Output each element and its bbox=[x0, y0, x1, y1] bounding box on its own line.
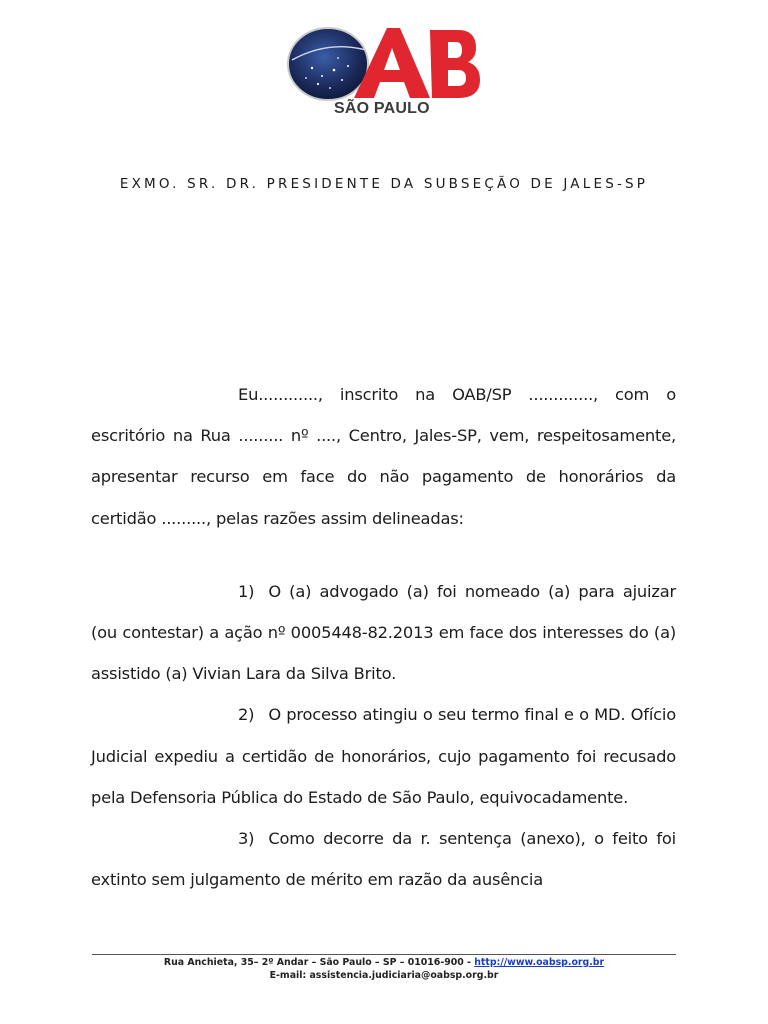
list-item bbox=[91, 694, 676, 818]
footer bbox=[0, 957, 768, 982]
document-body bbox=[91, 374, 676, 900]
footer-divider bbox=[92, 954, 676, 955]
logo-subtitle: SÃO PAULO bbox=[334, 100, 430, 117]
item-text: O (a) advogado (a) foi nomeado (a) para ajuizar (ou contestar) a ação nº 0005448-82.2013 em face dos interesses do (a) assistido (a) Vivian Lara da Silva Brito. bbox=[91, 581, 676, 684]
intro-paragraph: Eu............, inscrito na OAB/SP ............., com o escritório na Rua ......... nº ...., Centro, Jales-SP, vem, respeitosamente, apresentar recurso em face do não pagamento de honorários da certidão ........., pelas razões assim delineadas: bbox=[91, 385, 676, 528]
footer-email: E-mail: assistencia.judiciaria@oabsp.org.br bbox=[269, 969, 499, 981]
list-item bbox=[91, 571, 676, 695]
footer-address-line bbox=[0, 957, 768, 970]
item-text: O processo atingiu o seu termo final e o MD. Ofício Judicial expediu a certidão de honorários, cujo pagamento foi recusado pela Defensoria Pública do Estado de São Paulo, equivocadamente. bbox=[91, 705, 676, 807]
website-link[interactable]: http://www.oabsp.org.br bbox=[474, 957, 605, 968]
item-number: 1) bbox=[238, 581, 255, 601]
item-text: Como decorre da r. sentença (anexo), o feito foi extinto sem julgamento de mérito em razão da ausência bbox=[91, 829, 676, 890]
footer-address: Rua Anchieta, 35– 2º Andar – São Paulo – SP – 01016-900 - bbox=[163, 957, 475, 968]
item-number: 3) bbox=[238, 829, 255, 849]
list-item bbox=[91, 818, 676, 900]
addressee-heading: EXMO. SR. DR. PRESIDENTE DA SUBSEÇÃO DE JALES-SP bbox=[119, 176, 649, 192]
item-number: 2) bbox=[238, 705, 255, 725]
